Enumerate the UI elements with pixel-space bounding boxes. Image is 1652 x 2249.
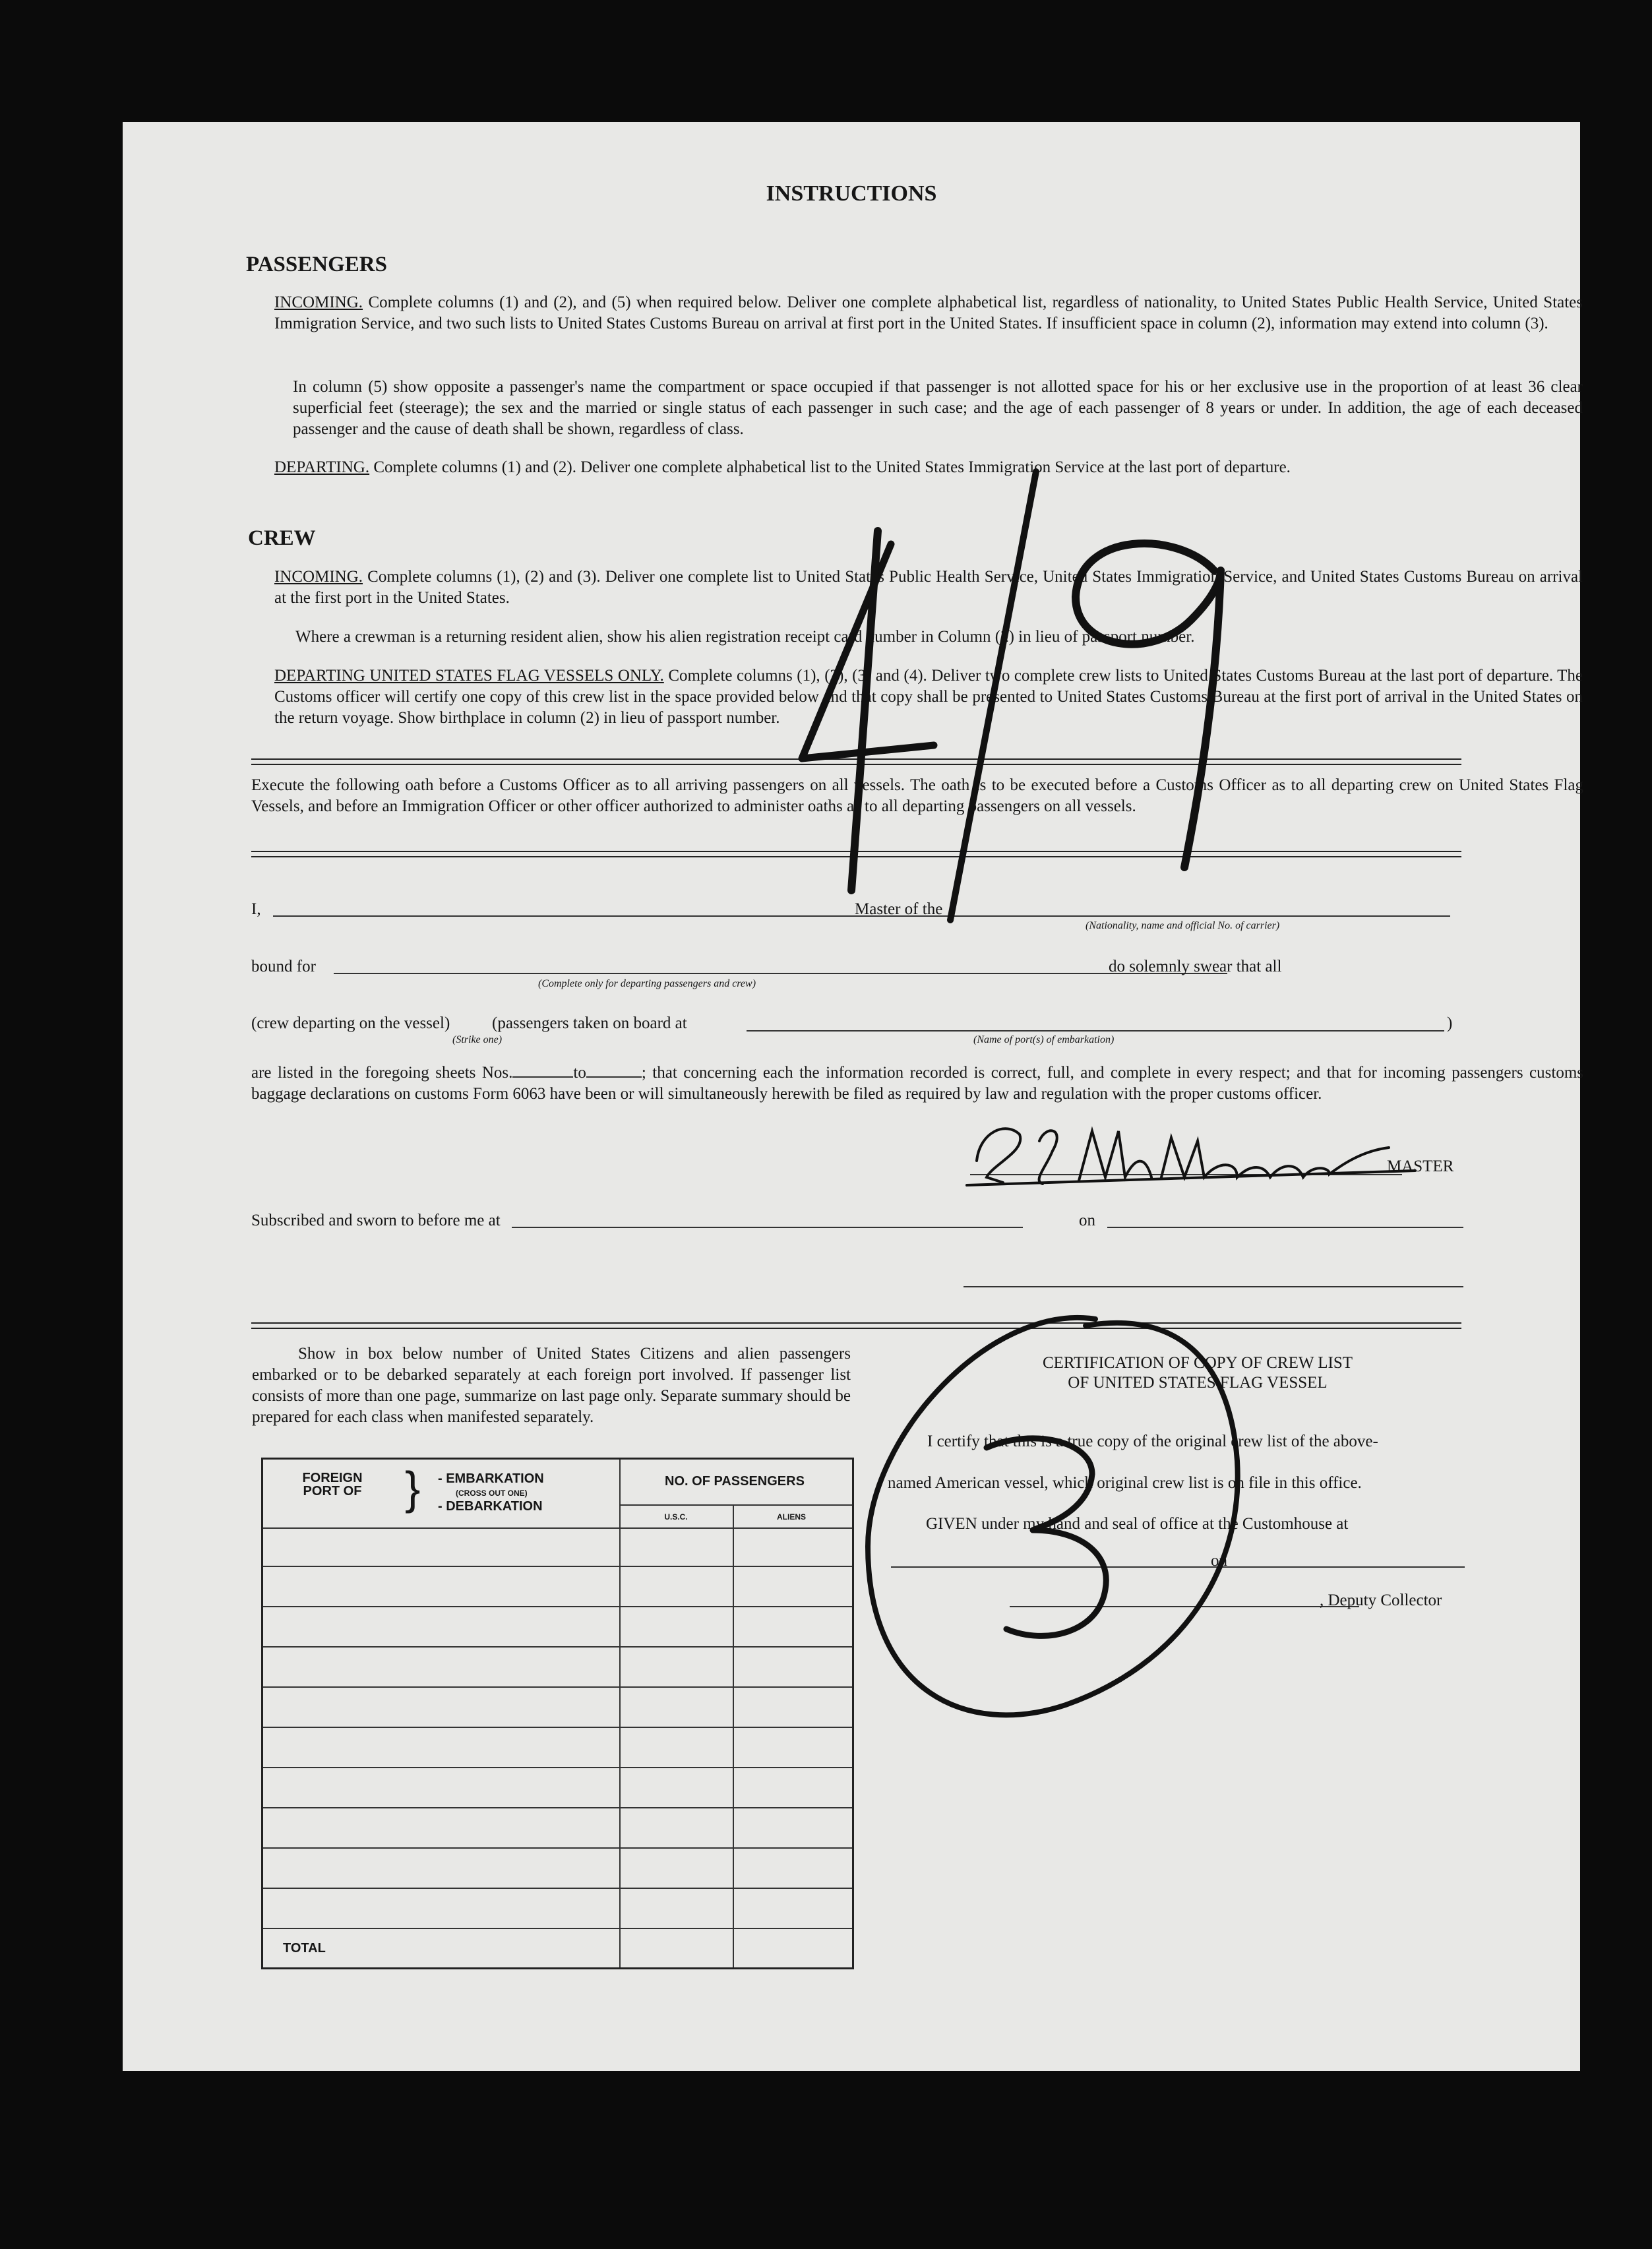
oath-statement-rest: ; that concerning each the information recorded is correct, full, and complete in every respect; and that for incoming passengers customs baggage declarations on customs Form 6063 have been or will simultaneously herewith be filed as required by law and regulation with the proper customs officer.	[251, 1064, 1584, 1103]
oath-instruction: Execute the following oath before a Customs Officer as to all arriving passengers on all vessels. The oath is to be executed before a Customs Officer as to all departing crew on United States Flag Vessels, and before an Immigration Officer or other officer authorized to administer oaths as to all departing passengers on all vessels.	[251, 776, 1583, 815]
handwriting-layer	[123, 122, 1580, 2071]
sheets-label: are listed in the foregoing sheets Nos.	[251, 1064, 513, 1082]
handwritten-slash	[950, 472, 1036, 920]
crew-departing-text: Complete columns (1), (2), (3) and (4). Deliver two complete crew lists to United States Customs Bureau at the last port of departure. The Customs officer will certify one copy of this crew list in the space provided below and that copy shall be presented to United States Customs Bureau at the first port of arrival in the United States on the return voyage. Show birthplace in column (2) in lieu of passport number.	[274, 667, 1583, 727]
certification-on-label: on	[1211, 1552, 1227, 1570]
crew-departing-option: (crew departing on the vessel)	[251, 1014, 450, 1032]
certification-subtitle: OF UNITED STATES FLAG VESSEL	[1068, 1374, 1328, 1392]
handwritten-three	[987, 1438, 1106, 1636]
to-label: to	[573, 1064, 586, 1082]
deputy-collector-label: , Deputy Collector	[1320, 1591, 1442, 1609]
foreign-port-header: FOREIGN PORT OF	[302, 1471, 363, 1498]
bound-for-label: bound for	[251, 958, 316, 975]
document-page	[123, 122, 1584, 2071]
embarkation-header: - EMBARKATION	[438, 1471, 544, 1486]
master-label: MASTER	[1387, 1157, 1454, 1175]
certification-line-1: I certify that this is a true copy of the original crew list of the above-	[927, 1433, 1378, 1450]
passengers-heading: PASSENGERS	[246, 253, 387, 276]
passengers-column5-paragraph: In column (5) show opposite a passenger's name the compartment or space occupied if that passenger is not allotted space for his or her exclusive use in the proportion of at least 36 clear superficial feet (steerage); the sex and the married or single status of each passenger in such case; and the age of each passenger of 8 years or under. In addition, the age of each deceased passenger and the cause of death shall be shown, regardless of class.	[293, 378, 1583, 438]
handwritten-nine	[1076, 543, 1221, 867]
page-title: INSTRUCTIONS	[766, 181, 937, 206]
handwritten-circle	[868, 1318, 1238, 1715]
master-signature	[967, 1128, 1415, 1185]
passengers-incoming-text: Complete columns (1) and (2), and (5) when required below. Deliver one complete alphabetical list, regardless of nationality, to United States Public Health Service, United States Immigration Service, and two such lists to United States Customs Bureau on arrival at first port in the United States. If insufficient space in column (2), information may extend into column (3).	[274, 293, 1583, 332]
carrier-caption: (Nationality, name and official No. of carrier)	[1086, 920, 1280, 931]
subscribed-label: Subscribed and sworn to before me at	[251, 1212, 501, 1229]
certification-title: CERTIFICATION OF COPY OF CREW LIST	[1042, 1354, 1353, 1372]
summary-instruction: Show in box below number of United States Citizens and alien passengers embarked or to be debarked separately at each foreign port involved. If passenger list consists of more than one page, summarize on last page only. Separate summary should be prepared for each class when manifested separately.	[252, 1345, 851, 1426]
master-of-the-label: Master of the	[855, 900, 943, 918]
cross-out-note: (CROSS OUT ONE)	[456, 1489, 528, 1498]
crew-heading: CREW	[248, 526, 316, 550]
certification-line-3: GIVEN under my hand and seal of office at the Customhouse at	[926, 1515, 1349, 1533]
usc-header: U.S.C.	[664, 1512, 688, 1522]
crew-departing-label: DEPARTING UNITED STATES FLAG VESSELS ONLY.	[274, 667, 664, 685]
passengers-taken-option: (passengers taken on board at	[492, 1014, 687, 1032]
passengers-incoming-label: INCOMING.	[274, 293, 363, 311]
sworn-on-label: on	[1079, 1212, 1095, 1229]
no-passengers-header: NO. OF PASSENGERS	[665, 1474, 805, 1489]
crew-incoming-text: Complete columns (1), (2) and (3). Deliver one complete list to United States Public Health Service, United States Immigration Service, and United States Customs Bureau on arrival at the first port in the United States.	[274, 568, 1583, 607]
total-row-label: TOTAL	[283, 1941, 326, 1956]
debarkation-header: - DEBARKATION	[438, 1499, 543, 1514]
brace-icon: }	[405, 1462, 421, 1514]
handwritten-four-stem	[851, 531, 878, 890]
crew-incoming-label: INCOMING.	[274, 568, 363, 586]
strike-one-caption: (Strike one)	[452, 1034, 503, 1045]
passengers-departing-label: DEPARTING.	[274, 458, 370, 476]
bound-for-caption: (Complete only for departing passengers and crew)	[538, 978, 756, 989]
aliens-header: ALIENS	[776, 1512, 806, 1522]
swear-text: do solemnly swear that all	[1109, 958, 1282, 975]
passengers-departing-text: Complete columns (1) and (2). Deliver one complete alphabetical list to the United States Immigration Service at the last port of departure.	[373, 458, 1291, 476]
crew-returning-resident-paragraph: Where a crewman is a returning resident alien, show his alien registration receipt card number in Column (2) in lieu of passport number.	[295, 628, 1195, 646]
oath-i-label: I,	[251, 900, 261, 918]
certification-line-2: named American vessel, which original crew list is on file in this office.	[888, 1474, 1362, 1492]
close-paren: )	[1447, 1014, 1453, 1032]
port-caption: (Name of port(s) of embarkation)	[973, 1034, 1115, 1045]
